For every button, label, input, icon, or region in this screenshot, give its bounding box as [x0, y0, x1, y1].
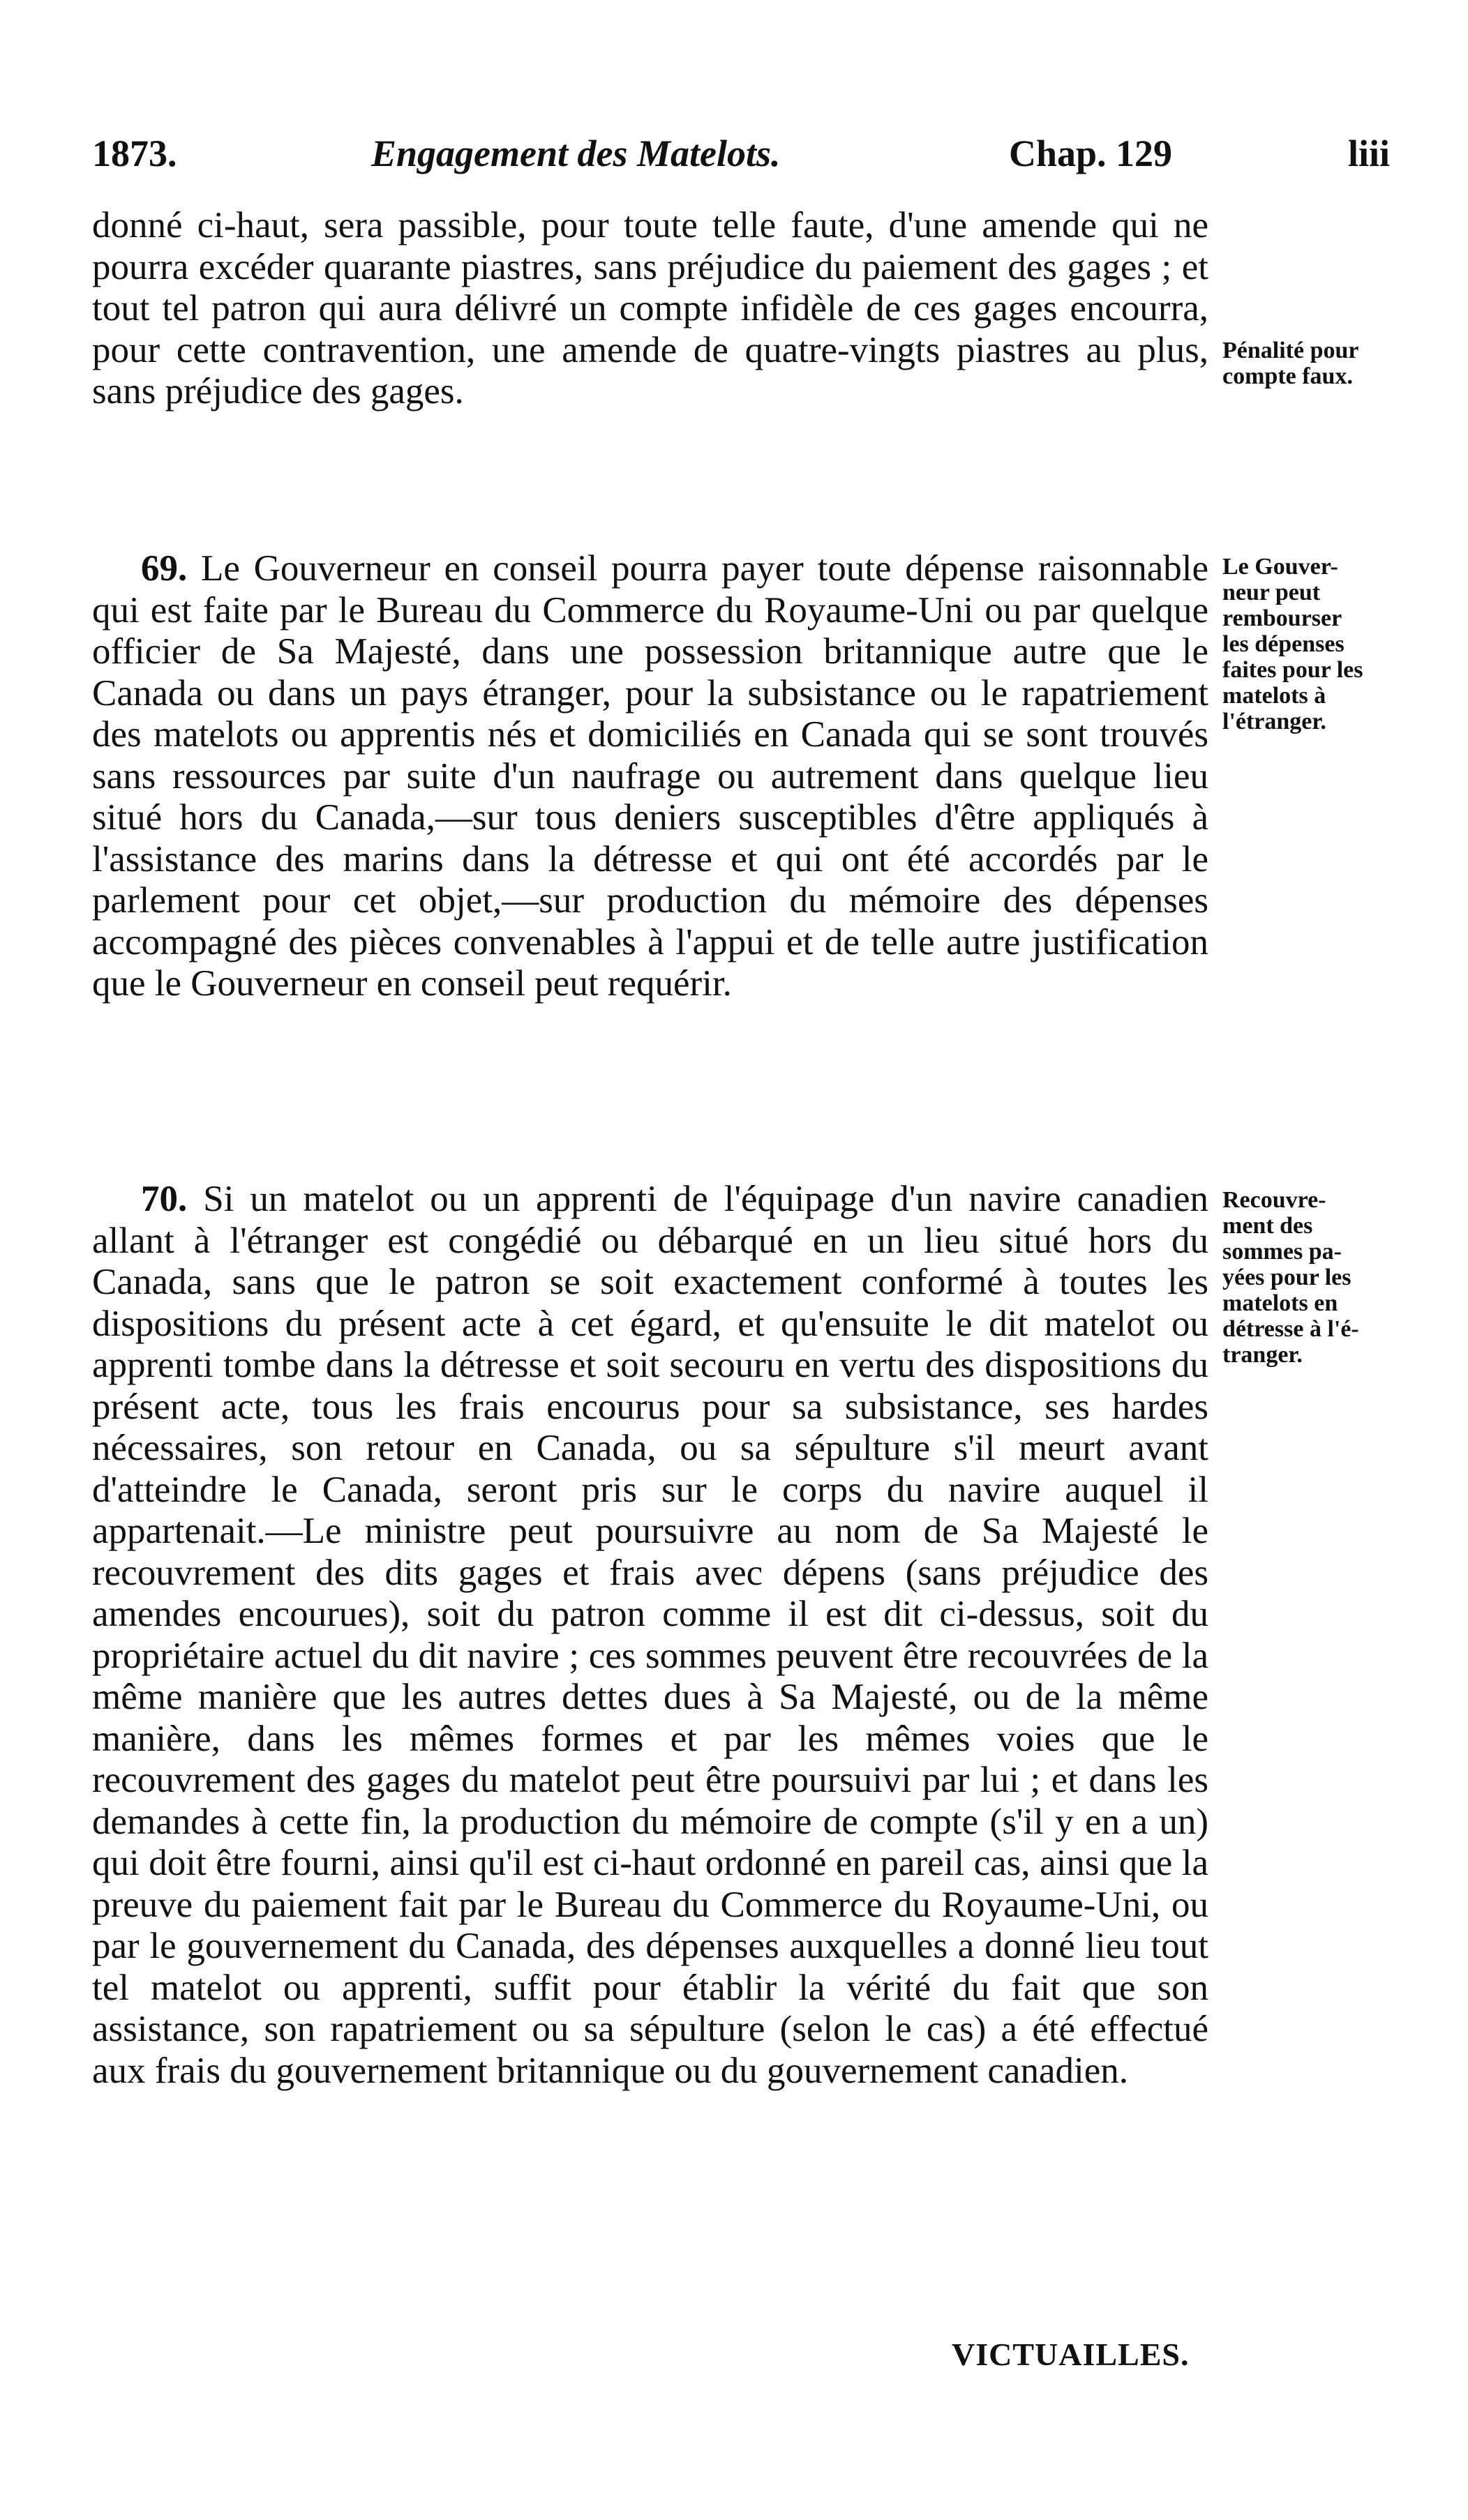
margin-note-line: yées pour les	[1222, 1265, 1351, 1290]
catchword: VICTUAILLES.	[952, 2337, 1190, 2372]
margin-note-governor	[1222, 554, 1432, 734]
margin-note-line: détresse à l'é-	[1222, 1316, 1359, 1342]
margin-note-line: faites pour les	[1222, 657, 1363, 683]
margin-note-line: matelots en	[1222, 1290, 1338, 1316]
margin-note-line: compte faux.	[1222, 363, 1353, 389]
section-text: Si un matelot ou un apprenti de l'équipage d'un navire canadien allant à l'étranger est congédié ou débarqué en un lieu situé hors du Canada, sans que le patron se soit exactement conformé à toutes les dispositions du présent acte à cet égard, et qu'ensuite le dit matelot ou apprenti tombe dans la détresse et soit secouru en vertu des dispositions du présent acte, tous les frais encourus pour sa subsistance, ses hardes nécessaires, son retour en Canada, ou sa sépulture s'il meurt avant d'atteindre le Canada, seront pris sur le corps du navire auquel il appartenait.—Le ministre peut poursuivre au nom de Sa Majesté le recouvrement des dits gages et frais avec dépens (sans préjudice des amendes encourues), soit du patron comme il est dit ci-dessus, soit du propriétaire actuel du dit navire ; ces sommes peuvent être recouvrées de la même manière que les autres dettes dues à Sa Majesté, ou de la même manière, dans les mêmes formes et par les mêmes voies que le recouvrement des gages du matelot peut être poursuivi par lui ; et dans les demandes à cette fin, la production du mémoire de compte (s'il y en a un) qui doit être fourni, ainsi qu'il est ci-haut ordonné en pareil cas, ainsi que la preuve du paiement fait par le Bureau du Commerce du Royaume-Uni, ou par le gouvernement du Canada, des dépenses auxquelles a donné lieu tout tel matelot ou apprenti, suffit pour établir la vérité du fait que son assistance, son rapatriement ou sa sépulture (selon le cas) a été effectué aux frais du gouvernement britannique ou du gouvernement canadien.	[92, 1179, 1209, 2091]
section-number: 69.	[141, 548, 188, 589]
margin-note-recovery	[1222, 1187, 1432, 1368]
section-70	[92, 1179, 1208, 2092]
header-title: Engagement des Matelots.	[371, 133, 781, 174]
section-text: Le Gouverneur en conseil pourra payer toute dépense raisonnable qui est faite par le Bureau du Commerce du Royaume-Uni ou par quelque officier de Sa Majesté, dans une possession britannique autre que le Canada ou dans un pays étranger, pour la subsistance ou le rapatriement des matelots ou apprentis nés et domiciliés en Canada qui se sont trouvés sans ressources par suite d'un naufrage ou autrement dans quelque lieu situé hors du Canada,—sur tous deniers susceptibles d'être appliqués à l'assistance des marins dans la détresse et qui ont été accordés par le parlement pour cet objet,—sur production du mémoire des dépenses accompagné des pièces convenables à l'appui et de telle autre justification que le Gouverneur en conseil peut requérir.	[92, 548, 1209, 1004]
margin-note-line: sommes pa-	[1222, 1239, 1342, 1265]
margin-note-line: ment des	[1222, 1213, 1313, 1239]
margin-note-line: rembourser	[1222, 605, 1342, 631]
margin-note-line: l'étranger.	[1222, 709, 1326, 734]
margin-note-line: Recouvre-	[1222, 1187, 1326, 1213]
margin-note-line: matelots à	[1222, 683, 1326, 709]
running-header	[92, 126, 1418, 181]
margin-note-line: Pénalité pour	[1222, 338, 1359, 363]
paragraph-continuation	[92, 205, 1208, 413]
margin-note-line: neur peut	[1222, 580, 1321, 605]
header-page-number: liii	[1348, 133, 1391, 174]
margin-note-line: les dépenses	[1222, 631, 1345, 657]
section-number: 70.	[141, 1179, 188, 1219]
margin-note-line: tranger.	[1222, 1342, 1303, 1368]
header-year: 1873.	[92, 133, 177, 174]
margin-note-line: Le Gouver-	[1222, 554, 1338, 580]
section-69-paragraph	[92, 548, 1208, 1005]
margin-note-penalty	[1222, 338, 1432, 389]
header-chapter: Chap. 129	[1009, 133, 1173, 174]
section-70-paragraph	[92, 1179, 1208, 2092]
paragraph-text: donné ci-haut, sera passible, pour toute telle faute, d'une amende qui ne pourra excéder quarante piastres, sans préjudice du paiement des gages ; et tout tel patron qui aura délivré un compte infidèle de ces gages encourra, pour cette contravention, une amende de quatre-vingts piastres au plus, sans préjudice des gages.	[92, 205, 1208, 412]
section-69	[92, 548, 1208, 1005]
